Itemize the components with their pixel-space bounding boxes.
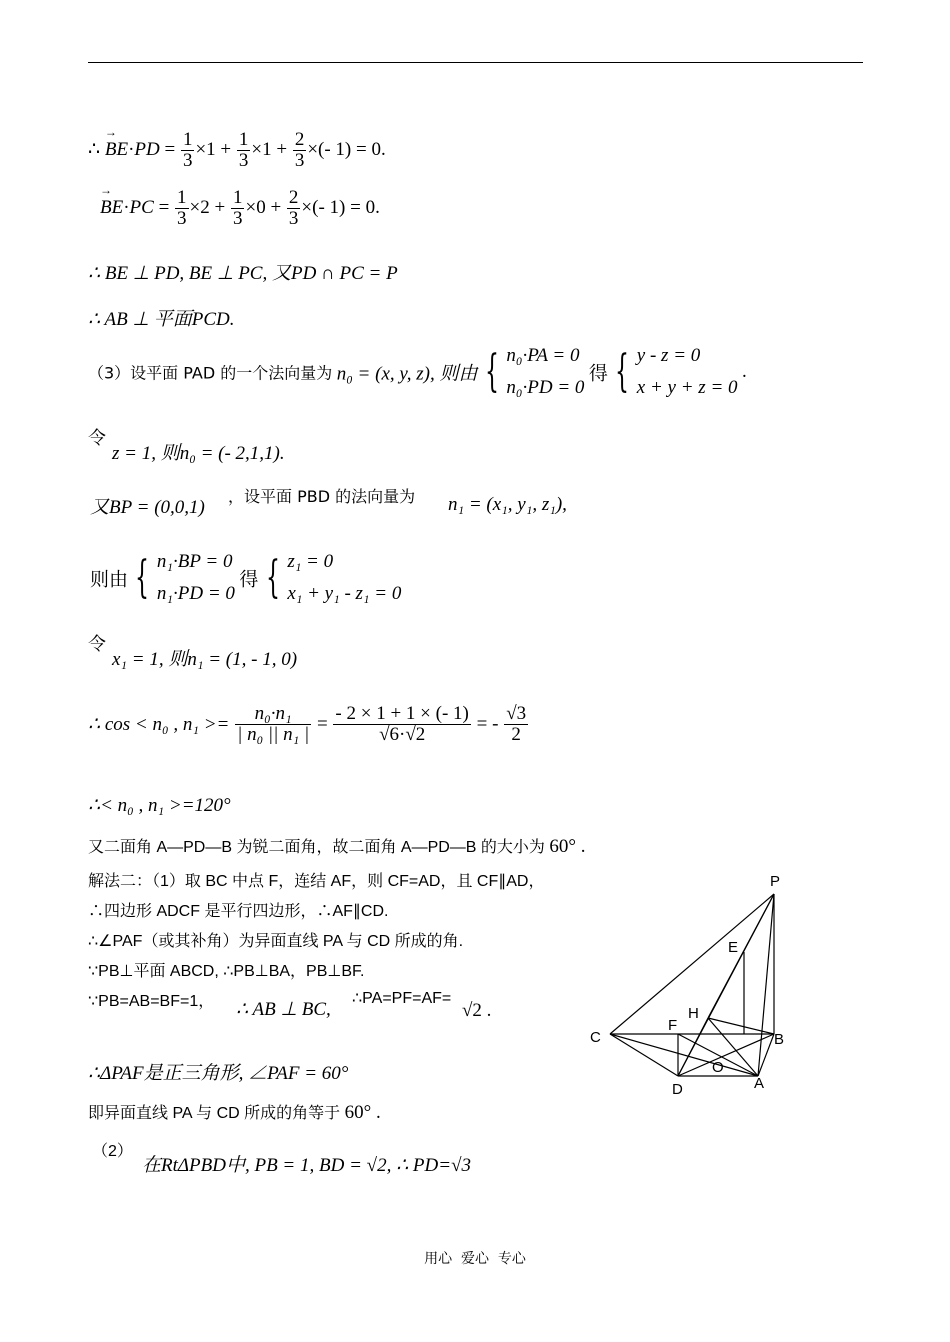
eq-be-dot-pc: → BE·PC = $\frac{1}{3}$ ×2 + $\frac{1}{3}$ ×0 + $\frac{2}{3}$ ×(- 1) = 0. xyxy=(100,188,380,229)
edge-pa xyxy=(758,894,774,1076)
pyramid-figure xyxy=(580,868,810,1098)
footer-motto: 用心 爱心 专心 xyxy=(424,1251,526,1267)
label-H: H xyxy=(688,1005,699,1022)
label-P: P xyxy=(770,873,781,890)
n1-result: x₁ = 1, 则n₁ = (1, - 1, 0) xyxy=(112,649,298,670)
edge-ph xyxy=(708,894,774,1018)
eq-be-dot-pd: ∴ → BE·PD = $\frac{1}{3}$ ×1 + $\frac{1}{3}$ ×1 + $\frac{2}{3}$ ×(- 1) = 0. xyxy=(88,130,386,171)
cos-angle: ∴ cos < n₀ , n₁ >= $\frac{\text{n₀·n₁}}{\text{| n₀ || n₁ |}}$ = $\frac{- 2 \times 1 + 1 \times (- 1)}{√6\cdot√2}$ = - $\frac{√3}{2}$ xyxy=(88,703,527,745)
equilateral: ∴ΔPAF是正三角形, ∠PAF = 60° xyxy=(88,1063,349,1084)
label-A: A xyxy=(754,1075,765,1092)
edge-hb xyxy=(708,1018,774,1034)
angle-120: ∴< n₀ , n₁ >=120° xyxy=(88,795,231,816)
sqrt2: √2 . xyxy=(462,1000,492,1021)
label-O: O xyxy=(712,1059,724,1076)
pa-pf-af: ∴PA=PF=AF= xyxy=(352,990,452,1007)
let-z-1: 令 xyxy=(88,428,106,449)
label-D: D xyxy=(672,1081,683,1098)
header-rule xyxy=(88,62,863,63)
label-C: C xyxy=(590,1029,601,1046)
eq-ab-perp-pcd: ∴ AB ⊥ 平面PCD. xyxy=(88,309,235,330)
n0-result: z = 1, 则n₀ = (- 2,1,1). xyxy=(112,443,285,464)
parallelogram: ∴四边形 ADCF 是平行四边形，∴AF∥CD. xyxy=(88,903,389,920)
eq-perpendicular: ∴ BE ⊥ PD, BE ⊥ PC, 又PD ∩ PC = P xyxy=(88,263,398,284)
ab-perp-bc: ∴ AB ⊥ BC, xyxy=(236,999,331,1020)
n1-def: n₁ = (x₁, y₁, z₁), xyxy=(448,494,567,515)
equal-lengths: ∵PB=AB=BF=1， xyxy=(88,993,215,1010)
bp-vector: 又BP = (0,0,1) xyxy=(90,497,205,518)
pb-perp: ∵PB⊥平面 ABCD, ∴PB⊥BA，PB⊥BF. xyxy=(88,963,365,980)
label-B: B xyxy=(774,1031,785,1048)
let-x1-1: 令 xyxy=(88,634,106,655)
edge-ca xyxy=(610,1034,758,1076)
step3-normal-pad: （3）设平面 PAD 的一个法向量为 n₀ = (x, y, z), 则由 { n₀·PA = 0 n₀·PD = 0 得 { y - z = 0 x + y + z = 0 . xyxy=(88,345,747,398)
system-n1: 则由 { n₁·BP = 0 n₁·PD = 0 得 { z₁ = 0 x₁ + y₁ - z₁ = 0 xyxy=(90,551,402,604)
normal-pbd-text: ，设平面 PBD 的法向量为 xyxy=(228,487,416,506)
angle-60: 即异面直线 PA 与 CD 所成的角等于 60° . xyxy=(88,1102,381,1123)
dihedral-conclusion: 又二面角 A—PD—B 为锐二面角，故二面角 A—PD—B 的大小为 60° . xyxy=(88,836,586,857)
label-E: E xyxy=(728,939,739,956)
rt-pbd: 在RtΔPBD中, PB = 1, BD = √2, ∴ PD=√3 xyxy=(142,1155,471,1176)
label-F: F xyxy=(668,1017,678,1034)
method2-step1: 解法二：（1）取 BC 中点 F，连结 AF，则 CF=AD，且 CF∥AD， xyxy=(88,873,545,890)
angle-paf: ∴∠PAF（或其补角）为异面直线 PA 与 CD 所成的角. xyxy=(88,933,464,950)
edge-cd xyxy=(610,1034,678,1076)
step2-label: （2） xyxy=(92,1143,133,1160)
